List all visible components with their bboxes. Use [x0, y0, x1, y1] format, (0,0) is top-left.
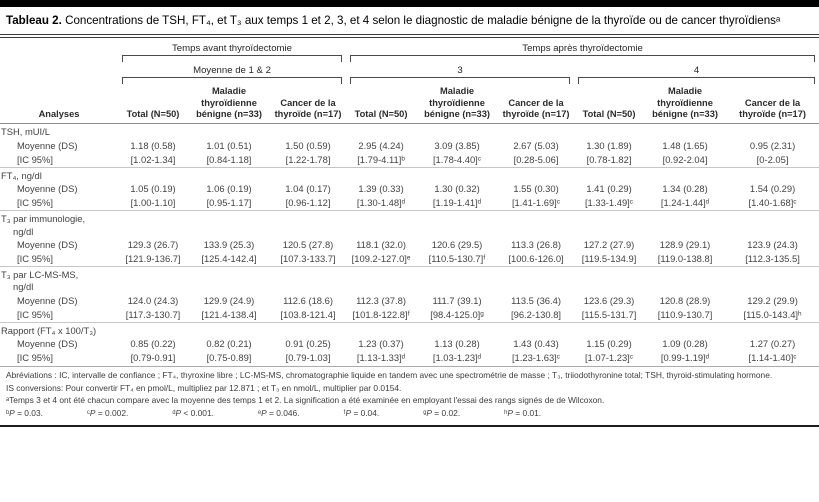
header-spacer: [0, 77, 118, 84]
table-cell: [115.5-131.7]: [581, 308, 637, 320]
table-cell: 2.67 (5.03): [513, 139, 559, 151]
section-label: TSH, mUI/L: [0, 124, 819, 140]
table-cell: [0.79-1.03]: [285, 351, 331, 363]
subgroup-temps-4: 4: [693, 65, 700, 77]
table-row: [0, 196, 819, 210]
table-cell: [110.5-130.7]ᶠ: [428, 252, 486, 264]
bracket-line: [122, 77, 342, 84]
table-cell: [0-2.05]: [756, 153, 789, 165]
table-cell: [100.6-126.0]: [508, 252, 564, 264]
table-cell: 1.50 (0.59): [285, 139, 331, 151]
table-row: [0, 295, 819, 309]
table-cell: [1.22-1.78]: [285, 153, 331, 165]
table-cell: 1.04 (0.17): [285, 183, 331, 195]
table-cell: 1.09 (0.28): [662, 338, 708, 350]
table-cell: [0.84-1.18]: [206, 153, 252, 165]
header-spacer: [0, 38, 118, 55]
table-cell: [0.96-1.12]: [285, 196, 331, 208]
table-cell: [1.41-1.69]ᶜ: [511, 196, 561, 208]
table-cell: [117.3-130.7]: [125, 308, 181, 320]
table-cell: 1.27 (0.27): [749, 338, 796, 350]
table-cell: [121.9-136.7]: [125, 252, 181, 264]
table-cell: 1.34 (0.28): [662, 183, 708, 195]
table-cell: 1.54 (0.29): [749, 183, 796, 195]
table-cell: 128.9 (29.1): [659, 239, 711, 251]
header-spacer: [0, 55, 118, 62]
group-header-apres: Temps après thyroïdectomie: [522, 43, 643, 55]
section-label: FT₄, ng/dl: [0, 167, 819, 183]
footnote-a: ᵃTemps 3 et 4 ont été chacun compare avec la moyenne des temps 1 et 2. La signification a été examinée en employant l'essai des rangs signés de de Wilcoxon.: [6, 395, 605, 406]
section-label: Rapport (FT₄ x 100/T₃): [0, 322, 819, 338]
header-spacer: [0, 62, 118, 77]
footnote-abbreviations: Abréviations : IC, intervalle de confiance ; FT₄, thyroxine libre ; LC-MS-MS, chromatographie liquide en tandem avec une spectrométrie de masse ; T₃, triiodothyronine total; TSH, thyroid-stimulating hormone.: [6, 369, 773, 380]
table-cell: 120.8 (28.9): [659, 295, 711, 306]
table-cell: 1.18 (0.58): [130, 139, 176, 151]
table-cell: [0.95-1.17]: [206, 196, 252, 208]
table-cell: 129.9 (24.9): [203, 295, 255, 306]
table-cell: 3.09 (3.85): [434, 139, 480, 151]
group-bracket-row: [0, 55, 819, 62]
table-cell: 0.82 (0.21): [206, 338, 252, 350]
pvalue-item: ᵉP = 0.046.: [257, 407, 300, 418]
column-header-cancer-2: Cancer de la thyroïde (n=17): [498, 84, 574, 123]
bracket-line: [350, 77, 570, 84]
table-cell: [1.23-1.63]ᶜ: [511, 351, 561, 363]
table-cell: [1.79-4.11]ᵇ: [357, 153, 405, 165]
table-cell: [0.92-2.04]: [662, 153, 708, 165]
row-label: Moyenne (DS): [17, 295, 78, 306]
bracket-line: [122, 55, 342, 62]
subgroup-moyenne-1-2: Moyenne de 1 & 2: [193, 65, 271, 77]
table-cell: 112.6 (18.6): [283, 295, 333, 306]
footnote-conversions: IS conversions: Pour convertir FT₄ en pmol/L, multipliez par 12.871 ; et T₃ en nmol/L, multiplier par 0.0154.: [6, 382, 402, 393]
table-cell: [109.2-127.0]ᵉ: [351, 252, 411, 264]
row-label: Moyenne (DS): [17, 239, 78, 251]
section-row: [0, 266, 819, 294]
table-cell: 111.7 (39.1): [432, 295, 482, 306]
bracket-line: [350, 55, 815, 62]
bracket-avant: [118, 55, 346, 62]
table-cell: [110.9-130.7]: [657, 308, 713, 320]
table-title-text: Concentrations de TSH, FT₄, et T₃ aux temps 1 et 2, 3, et 4 selon le diagnostic de maladie bénigne de la thyroïde ou de cancer thyroïdiensᵃ: [65, 14, 781, 27]
pvalue-item: ᵍP = 0.02.: [423, 407, 461, 418]
row-label: [IC 95%]: [17, 153, 53, 165]
column-header-row: [0, 84, 819, 123]
table-row: [0, 252, 819, 266]
table-row: [0, 239, 819, 253]
table-cell: 123.6 (29.3): [583, 295, 635, 306]
table-cell: 127.2 (27.9): [583, 239, 635, 251]
table-cell: [96.2-130.8]: [511, 308, 562, 320]
table-cell: [0.99-1.19]ᵈ: [660, 351, 710, 363]
table-cell: 112.3 (37.8): [356, 295, 406, 306]
column-header-total-1: Total (N=50): [118, 84, 188, 123]
column-header-benigne-3: Maladie thyroïdienne bénigne (n=33): [644, 84, 726, 123]
top-black-bar: [0, 0, 819, 7]
table-cell: 1.01 (0.51): [206, 139, 252, 151]
table-cell: [1.07-1.23]ᶜ: [584, 351, 634, 363]
table-row: [0, 338, 819, 352]
table-cell: 1.30 (0.32): [434, 183, 480, 195]
row-label: Moyenne (DS): [17, 183, 78, 195]
table-row: [0, 308, 819, 322]
table-row: [0, 153, 819, 167]
column-header-analyses: Analyses: [0, 84, 118, 123]
table-cell: [1.19-1.41]ᵈ: [432, 196, 482, 208]
table-cell: [0.28-5.06]: [513, 153, 559, 165]
table-cell: 129.2 (29.9): [747, 295, 798, 306]
row-label: Moyenne (DS): [17, 338, 78, 350]
table-cell: [107.3-133.7]: [280, 252, 336, 264]
row-label: [IC 95%]: [17, 196, 53, 208]
section-row: [0, 210, 819, 238]
table-cell: [1.78-4.40]ᶜ: [432, 153, 482, 165]
table-cell: [1.13-1.33]ᵈ: [356, 351, 406, 363]
table-cell: 1.05 (0.19): [130, 183, 176, 195]
section-label: T₃ par immunologie, ng/dl: [0, 210, 819, 238]
table-cell: 1.30 (1.89): [586, 139, 632, 151]
table-cell: [1.14-1.40]ᶜ: [748, 351, 797, 363]
bracket-line: [578, 77, 815, 84]
section-row: [0, 124, 819, 140]
column-header-total-3: Total (N=50): [574, 84, 644, 123]
table-title: [0, 7, 819, 33]
table-cell: 1.41 (0.29): [586, 183, 632, 195]
column-header-benigne-1: Maladie thyroïdienne bénigne (n=33): [188, 84, 270, 123]
table-cell: [1.00-1.10]: [130, 196, 176, 208]
table-cell: 124.0 (24.3): [127, 295, 179, 306]
row-label: [IC 95%]: [17, 308, 53, 320]
table-cell: 1.06 (0.19): [206, 183, 252, 195]
bottom-rule: [0, 425, 819, 427]
pvalue-item: ᶠP = 0.04.: [343, 407, 380, 418]
subgroup-bracket-row: [0, 77, 819, 84]
row-label: Moyenne (DS): [17, 139, 78, 151]
column-header-benigne-2: Maladie thyroïdienne bénigne (n=33): [416, 84, 498, 123]
table-cell: 1.48 (1.65): [662, 139, 708, 151]
table-cell: 0.95 (2.31): [749, 139, 796, 151]
footnotes: [0, 366, 819, 422]
table-cell: 0.91 (0.25): [285, 338, 331, 350]
table-cell: [0.78-1.82]: [586, 153, 632, 165]
concentrations-table: [0, 38, 819, 365]
table-cell: [103.8-121.4]: [280, 308, 336, 320]
subgroup-temps-3: 3: [457, 65, 463, 77]
section-row: [0, 167, 819, 183]
table-cell: 113.5 (36.4): [511, 295, 561, 306]
table-cell: [115.0-143.4]ʰ: [743, 308, 802, 320]
table-cell: [119.0-138.8]: [657, 252, 713, 264]
column-header-cancer-3: Cancer de la thyroïde (n=17): [726, 84, 819, 123]
table-cell: [119.5-134.9]: [581, 252, 637, 264]
table-cell: [1.03-1.23]ᵈ: [432, 351, 482, 363]
table-row: [0, 351, 819, 365]
table-cell: 0.85 (0.22): [130, 338, 176, 350]
table-row: [0, 183, 819, 197]
table-cell: 2.95 (4.24): [358, 139, 404, 151]
row-label: [IC 95%]: [17, 252, 53, 264]
table-cell: [121.4-138.4]: [201, 308, 257, 320]
table-cell: 1.23 (0.37): [358, 338, 404, 350]
table-cell: [0.75-0.89]: [206, 351, 252, 363]
table-cell: [125.4-142.4]: [201, 252, 257, 264]
table-cell: [98.4-125.0]ᵍ: [430, 308, 484, 320]
table-cell: [1.40-1.68]ᶜ: [748, 196, 797, 208]
table-cell: 120.5 (27.8): [282, 239, 334, 251]
column-header-total-2: Total (N=50): [346, 84, 416, 123]
row-label: [IC 95%]: [17, 351, 53, 363]
group-header-avant: Temps avant thyroïdectomie: [172, 43, 292, 55]
table-cell: [1.30-1.48]ᵈ: [356, 196, 406, 208]
table-cell: 133.9 (25.3): [203, 239, 255, 251]
group-header-row: [0, 38, 819, 55]
table-cell: 129.3 (26.7): [127, 239, 179, 251]
pvalue-item: ᵈP < 0.001.: [172, 407, 214, 418]
column-header-cancer-1: Cancer de la thyroïde (n=17): [270, 84, 346, 123]
bracket-moyenne: [118, 77, 346, 84]
table-cell: [101.8-122.8]ᶠ: [352, 308, 410, 320]
table-cell: [0.79-0.91]: [130, 351, 176, 363]
section-label: T₃ par LC-MS-MS, ng/dl: [0, 266, 819, 294]
table-cell: [112.3-135.5]: [745, 252, 800, 264]
bracket-temps-4: [574, 77, 819, 84]
bracket-temps-3: [346, 77, 574, 84]
subgroup-header-row: [0, 62, 819, 77]
table-cell: 1.55 (0.30): [513, 183, 559, 195]
table-cell: 1.13 (0.28): [434, 338, 480, 350]
table-cell: 1.39 (0.33): [358, 183, 404, 195]
table-cell: 1.15 (0.29): [586, 338, 632, 350]
table-cell: 123.9 (24.3): [747, 239, 798, 251]
table-cell: 113.3 (26.8): [511, 239, 561, 251]
section-row: [0, 322, 819, 338]
table-cell: 120.6 (29.5): [431, 239, 483, 251]
table-cell: 1.43 (0.43): [513, 338, 559, 350]
table-cell: [1.24-1.44]ᵈ: [660, 196, 710, 208]
table-cell: 118.1 (32.0): [356, 239, 406, 251]
pvalue-item: ᶜP = 0.002.: [86, 407, 129, 418]
pvalue-item: ʰP = 0.01.: [504, 407, 542, 418]
table-title-label: Tableau 2.: [6, 14, 62, 27]
table-row: [0, 139, 819, 153]
table-cell: [1.02-1.34]: [130, 153, 176, 165]
pvalue-item: ᵇP = 0.03.: [6, 407, 43, 418]
bracket-apres: [346, 55, 819, 62]
footnote-pvalues: [6, 408, 813, 420]
table-cell: [1.33-1.49]ᶜ: [584, 196, 634, 208]
